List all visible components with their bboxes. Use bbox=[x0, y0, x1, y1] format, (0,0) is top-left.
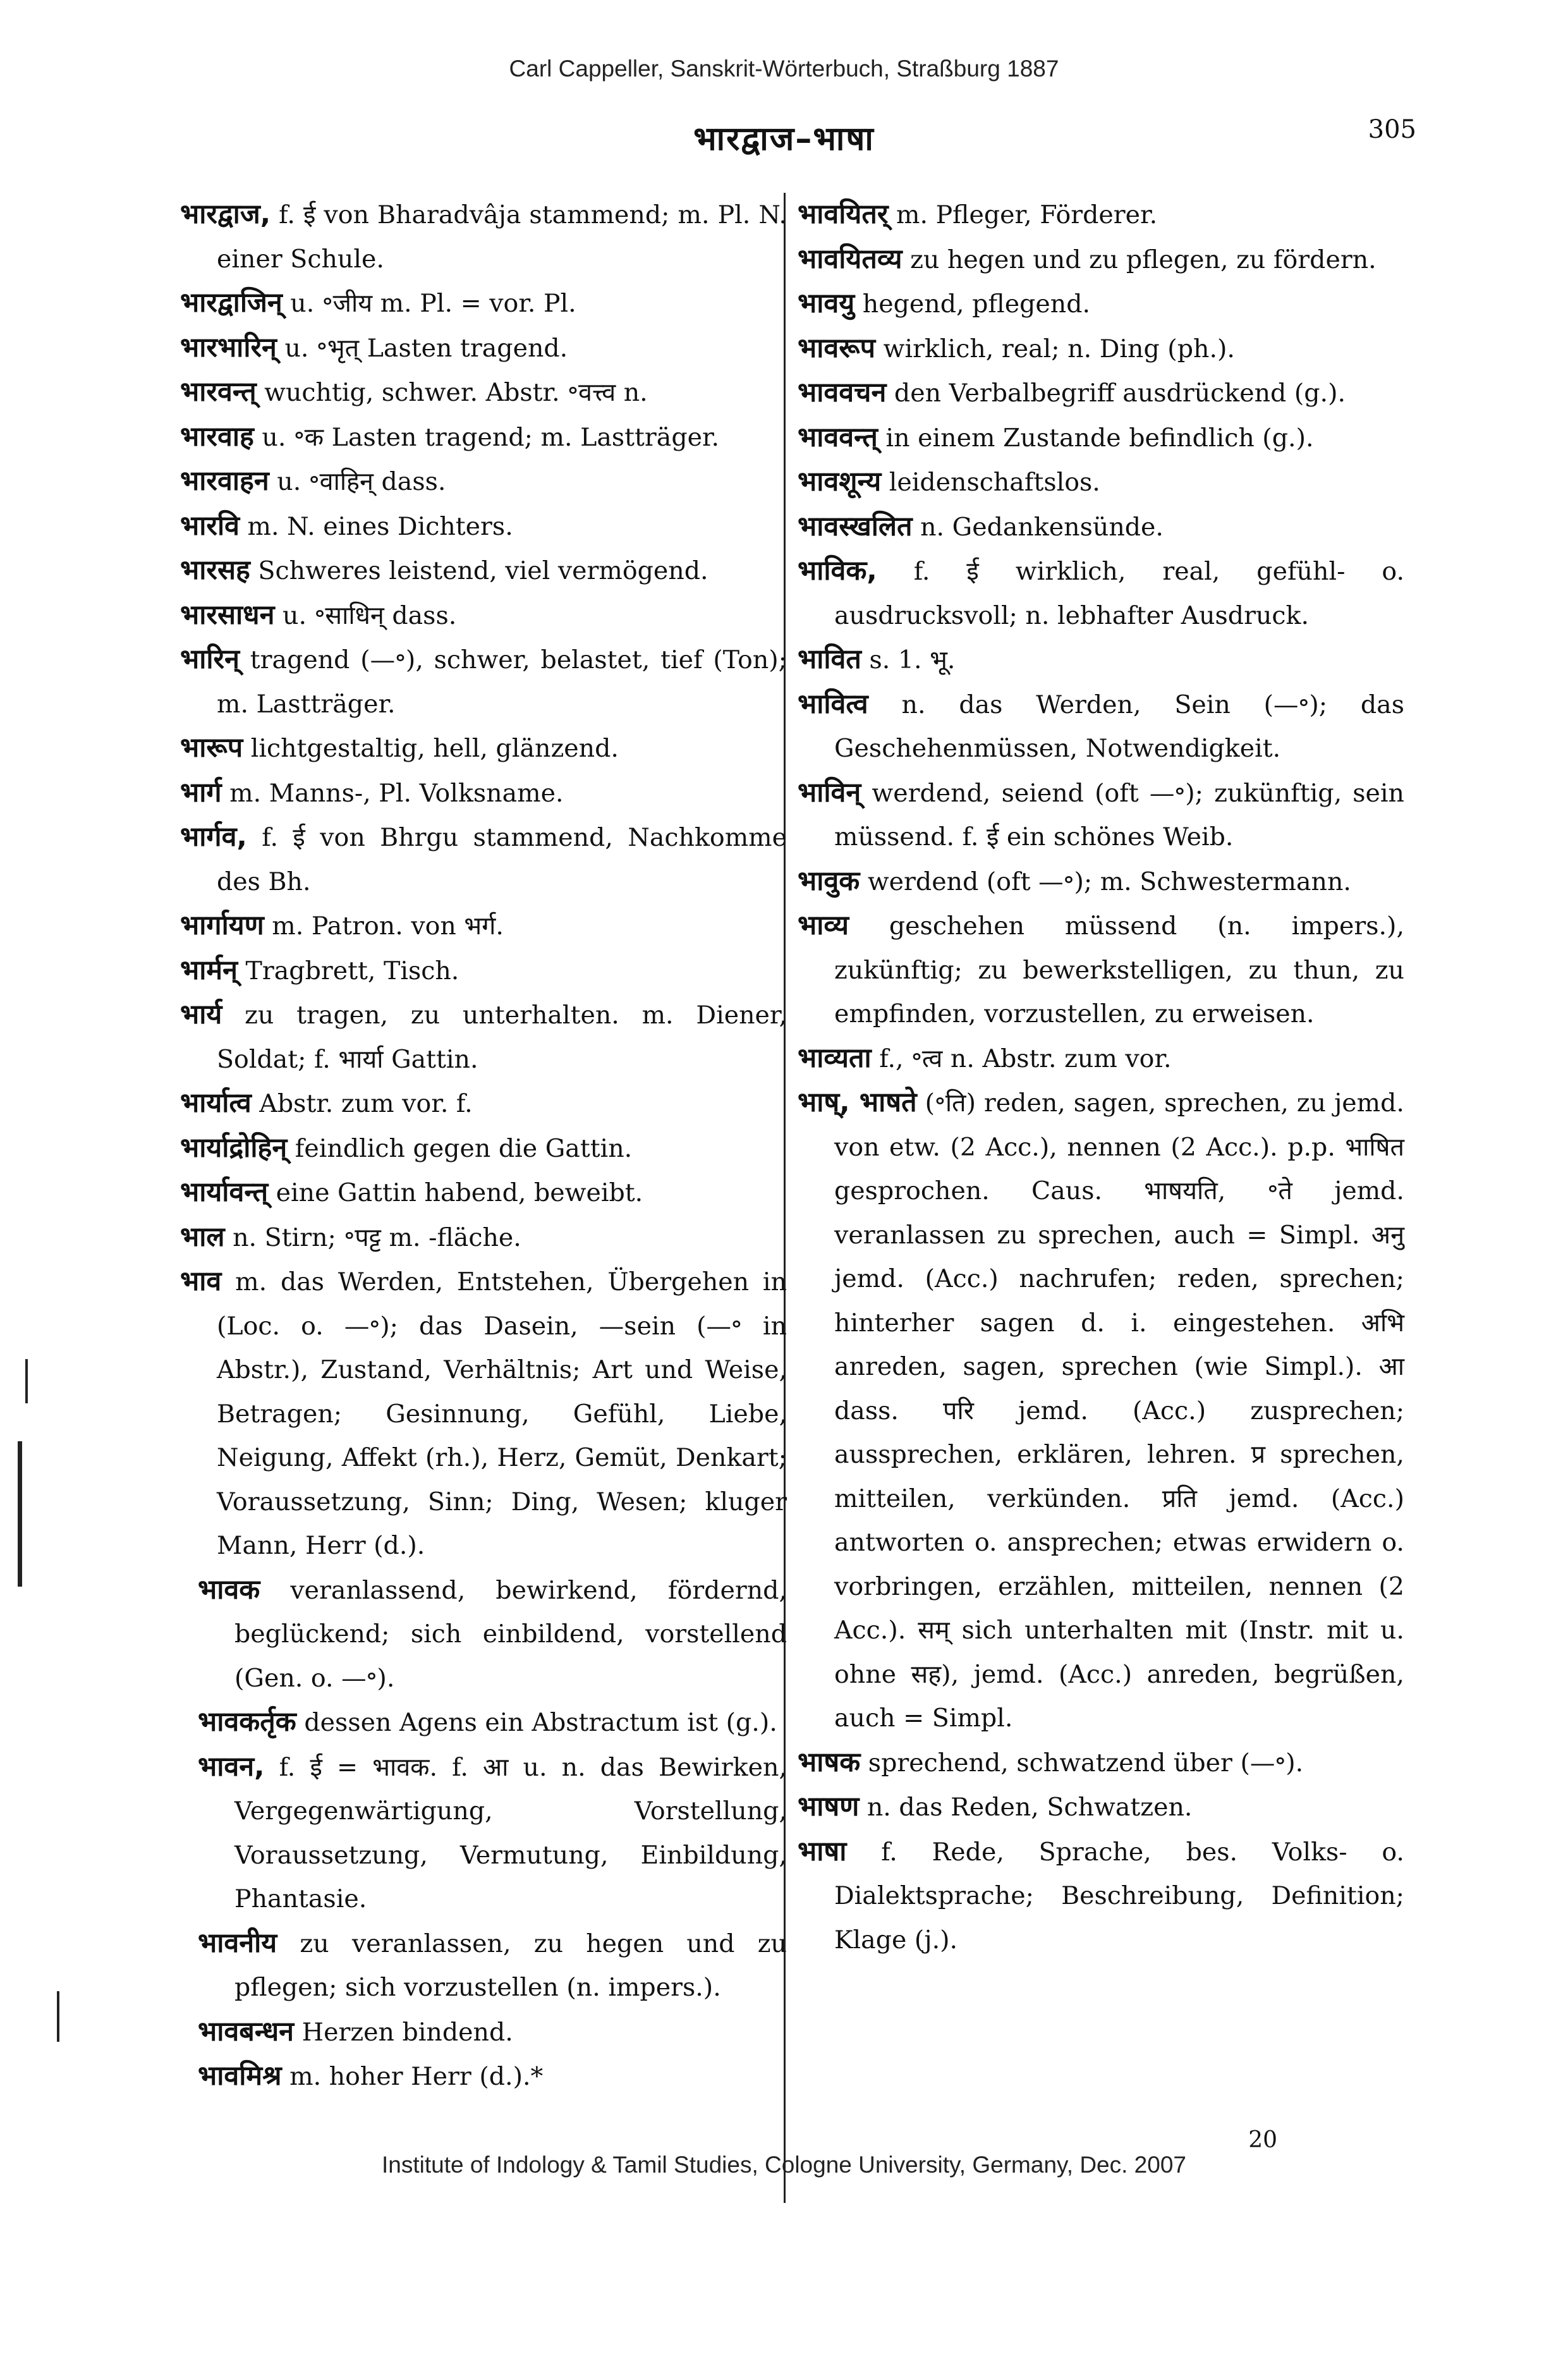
dictionary-entry bbox=[180, 771, 787, 816]
definition: f. ई = भावक. f. आ u. n. das Bewirken, Vergegenwärtigung, Vorstellung, Voraussetzung, Vermutung, Einbildung, Phantasie. bbox=[234, 1752, 787, 1913]
definition: zu hegen und zu pflegen, zu fördern. bbox=[902, 245, 1377, 274]
dictionary-entry bbox=[180, 594, 787, 638]
dictionary-entry bbox=[798, 327, 1404, 372]
dictionary-entry bbox=[798, 460, 1404, 505]
definition: werdend, seiend (oft —॰); zukünftig, sein müssend. f. ई ein schönes Weib. bbox=[834, 778, 1404, 851]
definition: sprechend, schwatzend über (—॰). bbox=[860, 1748, 1304, 1778]
headword: भार्मन् bbox=[180, 954, 238, 986]
dictionary-entry bbox=[180, 1922, 787, 2010]
headword: भावरूप bbox=[798, 332, 876, 364]
headword: भार्ग bbox=[180, 776, 222, 808]
headword: भावमिश्र bbox=[198, 2060, 282, 2092]
definition: (॰ति) reden, sagen, sprechen, zu jemd. von etw. (2 Acc.), nennen (2 Acc.). p.p. भाषित gesprochen. Caus. भाषयति, ॰ते jemd. veranlassen zu sprechen, auch = Simpl. अनु jemd. (Acc.) nachrufen; reden, sprechen; hinterher sagen d. i. eingestehen. अभि anreden, sagen, sprechen (wie Simpl.). आ dass. परि jemd. (Acc.) zusprechen; aussprechen, erklären, lehren. प्र sprechen, mitteilen, verkünden. प्रति jemd. (Acc.) antworten o. ansprechen; etwas erwidern o. vorbringen, erzählen, mitteilen, nennen (2 Acc.). सम् sich unterhalten mit (Instr. mit u. ohne सह), jemd. (Acc.) anreden, begrüßen, auch = Simpl. bbox=[834, 1089, 1404, 1733]
dictionary-entry bbox=[180, 1700, 787, 1745]
right-column bbox=[798, 193, 1404, 1962]
headword: भावयितर् bbox=[798, 198, 889, 230]
dictionary-entry bbox=[180, 326, 787, 371]
headword: भाल bbox=[180, 1221, 225, 1253]
margin-mark bbox=[25, 1359, 28, 1403]
definition: veranlassend, bewirkend, fördernd, beglückend; sich einbildend, vorstellend (Gen. o. —॰). bbox=[234, 1575, 787, 1693]
definition: lichtgestaltig, hell, glänzend. bbox=[243, 734, 619, 763]
headword: भाषा bbox=[798, 1835, 847, 1867]
definition: Schweres leistend, viel vermögend. bbox=[250, 556, 708, 585]
definition: tragend (—॰), schwer, belastet, tief (Ton); m. Lastträger. bbox=[217, 645, 787, 719]
headword: भाव्य bbox=[798, 910, 849, 941]
definition: m. Patron. von भर्ग. bbox=[264, 912, 504, 941]
dictionary-entry bbox=[180, 2010, 787, 2055]
headword: भाववन्त् bbox=[798, 421, 878, 453]
definition: in einem Zustande befindlich (g.). bbox=[877, 423, 1314, 453]
headword: भाषक bbox=[798, 1746, 861, 1778]
dictionary-entry bbox=[180, 726, 787, 771]
headword: भावकर्तृक bbox=[198, 1706, 296, 1738]
dictionary-entry bbox=[180, 1260, 787, 1568]
dictionary-entry bbox=[180, 815, 787, 904]
headword: भारवि bbox=[180, 509, 240, 542]
definition: m. N. eines Dichters. bbox=[240, 511, 513, 541]
dictionary-entry bbox=[180, 370, 787, 415]
headword: भावक bbox=[198, 1573, 260, 1606]
dictionary-entry bbox=[798, 549, 1404, 638]
definition: f. Rede, Sprache, bes. Volks- o. Dialektsprache; Beschreibung, Definition; Klage (j.). bbox=[834, 1837, 1404, 1955]
dictionary-entry bbox=[180, 949, 787, 994]
definition: Tragbrett, Tisch. bbox=[237, 956, 459, 985]
headword: भावुक bbox=[798, 865, 860, 897]
dictionary-entry bbox=[180, 1171, 787, 1216]
headword: भावयितव्य bbox=[798, 243, 903, 275]
headword: भार्याद्रोहिन् bbox=[180, 1132, 288, 1164]
dictionary-entry bbox=[798, 1785, 1404, 1830]
dictionary-entry bbox=[798, 860, 1404, 905]
headword: भारद्वाजिन् bbox=[180, 287, 283, 319]
headword: भावित्व bbox=[798, 688, 868, 720]
headword: भावस्खलित bbox=[798, 510, 913, 542]
definition: s. 1. भू. bbox=[861, 645, 956, 674]
headword: भाविक, bbox=[798, 555, 877, 587]
dictionary-entry bbox=[180, 993, 787, 1082]
headword: भारसाधन bbox=[180, 599, 275, 631]
definition: Herzen bindend. bbox=[294, 2017, 513, 2047]
headword: भाव्यता bbox=[798, 1042, 872, 1074]
headword: भार्यात्व bbox=[180, 1087, 252, 1119]
definition: geschehen müssend (n. impers.), zukünftig; zu bewerkstelligen, zu thun, zu empfinden, vorzustellen, zu erweisen. bbox=[834, 912, 1404, 1028]
definition: dessen Agens ein Abstractum ist (g.). bbox=[296, 1708, 777, 1737]
dictionary-entry bbox=[180, 638, 787, 726]
definition: Abstr. zum vor. f. bbox=[251, 1089, 473, 1118]
definition: n. das Werden, Sein (—॰); das Geschehenmüssen, Notwendigkeit. bbox=[834, 690, 1404, 763]
dictionary-entry bbox=[798, 282, 1404, 327]
headword: भार्य bbox=[180, 999, 222, 1030]
headword: भाष्, भाषते bbox=[798, 1087, 917, 1118]
dictionary-entry bbox=[798, 505, 1404, 550]
definition: wuchtig, schwer. Abstr. ॰वत्त्व n. bbox=[256, 378, 648, 407]
dictionary-entry bbox=[798, 416, 1404, 461]
dictionary-entry bbox=[180, 1126, 787, 1171]
margin-mark bbox=[57, 1991, 59, 2042]
definition: hegend, pflegend. bbox=[854, 290, 1091, 319]
headword: भाषण bbox=[798, 1791, 860, 1822]
dictionary-entry bbox=[180, 549, 787, 594]
headword: भावनीय bbox=[198, 1927, 277, 1959]
definition: zu tragen, zu unterhalten. m. Diener, Soldat; f. भार्या Gattin. bbox=[217, 1001, 787, 1074]
definition: f., ॰त्व n. Abstr. zum vor. bbox=[871, 1044, 1172, 1073]
definition: m. das Werden, Entstehen, Übergehen in (Loc. o. —॰); das Dasein, —sein (—॰ in Abstr.), Zustand, Verhältnis; Art und Weise, Betragen; Gesinnung, Gefühl, Liebe, Neigung, Affekt (rh.), Herz, Gemüt, Denkart; Voraussetzung, Sinn; Ding, Wesen; kluger Mann, Herr (d.). bbox=[217, 1267, 787, 1560]
margin-mark bbox=[18, 1441, 22, 1587]
dictionary-entry bbox=[180, 460, 787, 504]
page-number: 305 bbox=[1368, 115, 1416, 144]
dictionary-entry bbox=[180, 193, 787, 281]
dictionary-entry bbox=[798, 683, 1404, 771]
headword: भारद्वाज, bbox=[180, 198, 271, 230]
dictionary-entry bbox=[798, 771, 1404, 860]
sheet-mark: 20 bbox=[1248, 2127, 1277, 2153]
definition: m. Manns-, Pl. Volksname. bbox=[221, 778, 564, 808]
headword: भाववचन bbox=[798, 377, 887, 408]
dictionary-entry bbox=[798, 1037, 1404, 1082]
dictionary-entry bbox=[180, 1568, 787, 1701]
left-column bbox=[180, 193, 787, 2099]
dictionary-entry bbox=[180, 415, 787, 460]
definition: eine Gattin habend, beweibt. bbox=[268, 1178, 643, 1207]
source-header: Carl Cappeller, Sanskrit-Wörterbuch, Straßburg 1887 bbox=[509, 56, 1059, 82]
definition: n. das Reden, Schwatzen. bbox=[859, 1793, 1193, 1822]
definition: f. ई von Bharadvâja stammend; m. Pl. N. einer Schule. bbox=[217, 200, 787, 274]
definition: feindlich gegen die Gattin. bbox=[287, 1133, 633, 1163]
definition: n. Gedankensünde. bbox=[912, 512, 1164, 542]
dictionary-entry bbox=[798, 371, 1404, 416]
headword: भारवाहन bbox=[180, 465, 269, 497]
dictionary-entry bbox=[798, 238, 1404, 283]
definition: n. Stirn; ॰पट्ट m. -fläche. bbox=[224, 1223, 521, 1252]
definition: wirklich, real; n. Ding (ph.). bbox=[875, 334, 1235, 363]
definition: f. ई wirklich, real, gefühl- o. ausdrucksvoll; n. lebhafter Ausdruck. bbox=[834, 557, 1404, 630]
headword: भारिन् bbox=[180, 644, 240, 675]
headword: भारसह bbox=[180, 554, 250, 586]
headword: भारवाह bbox=[180, 420, 254, 453]
definition: u. ॰वाहिन् dass. bbox=[269, 467, 446, 496]
headword: भाव bbox=[180, 1266, 222, 1297]
dictionary-entry bbox=[798, 1830, 1404, 1963]
headword: भावयु bbox=[798, 288, 855, 319]
definition: leidenschaftslos. bbox=[881, 468, 1100, 497]
headword: भारूप bbox=[180, 732, 243, 764]
headword: भार्गव, bbox=[180, 821, 247, 853]
headword: भावन, bbox=[198, 1750, 265, 1783]
dictionary-entry bbox=[798, 904, 1404, 1037]
headword: भारवन्त् bbox=[180, 376, 257, 408]
headword: भावशून्य bbox=[798, 466, 882, 497]
definition: f. ई von Bhrgu stammend, Nachkomme des Bh. bbox=[217, 823, 787, 896]
definition: werdend (oft —॰); m. Schwestermann. bbox=[860, 867, 1351, 896]
definition: m. Pfleger, Förderer. bbox=[888, 200, 1158, 229]
headword: भाविन् bbox=[798, 776, 861, 808]
dictionary-entry bbox=[180, 1745, 787, 1922]
dictionary-entry bbox=[180, 504, 787, 549]
dictionary-entry bbox=[180, 904, 787, 949]
dictionary-entry bbox=[180, 1216, 787, 1260]
dictionary-entry bbox=[798, 1081, 1404, 1741]
dictionary-entry bbox=[180, 281, 787, 326]
definition: u. ॰जीय m. Pl. = vor. Pl. bbox=[282, 289, 576, 318]
dictionary-entry bbox=[798, 638, 1404, 683]
headword: भावबन्धन bbox=[198, 2015, 295, 2047]
dictionary-entry bbox=[798, 193, 1404, 238]
headword: भावित bbox=[798, 644, 861, 675]
headword: भार्यावन्त् bbox=[180, 1176, 269, 1208]
headword: भारभारिन् bbox=[180, 331, 277, 363]
definition: u. ॰क Lasten tragend; m. Lastträger. bbox=[253, 422, 720, 452]
dictionary-entry bbox=[180, 2054, 787, 2099]
definition: den Verbalbegriff ausdrückend (g.). bbox=[886, 379, 1346, 408]
dictionary-entry bbox=[798, 1741, 1404, 1786]
definition: zu veranlassen, zu hegen und zu pflegen; sich vorzustellen (n. impers.). bbox=[234, 1929, 787, 2002]
definition: u. ॰साधिन् dass. bbox=[274, 601, 457, 630]
definition: u. ॰भृत् Lasten tragend. bbox=[276, 333, 568, 363]
definition: m. hoher Herr (d.).* bbox=[281, 2062, 544, 2091]
dictionary-entry bbox=[180, 1082, 787, 1126]
source-footer: Institute of Indology & Tamil Studies, Cologne University, Germany, Dec. 2007 bbox=[381, 2152, 1186, 2178]
running-head: भारद्वाज–भाषा bbox=[693, 120, 875, 158]
headword: भार्गायण bbox=[180, 910, 264, 941]
